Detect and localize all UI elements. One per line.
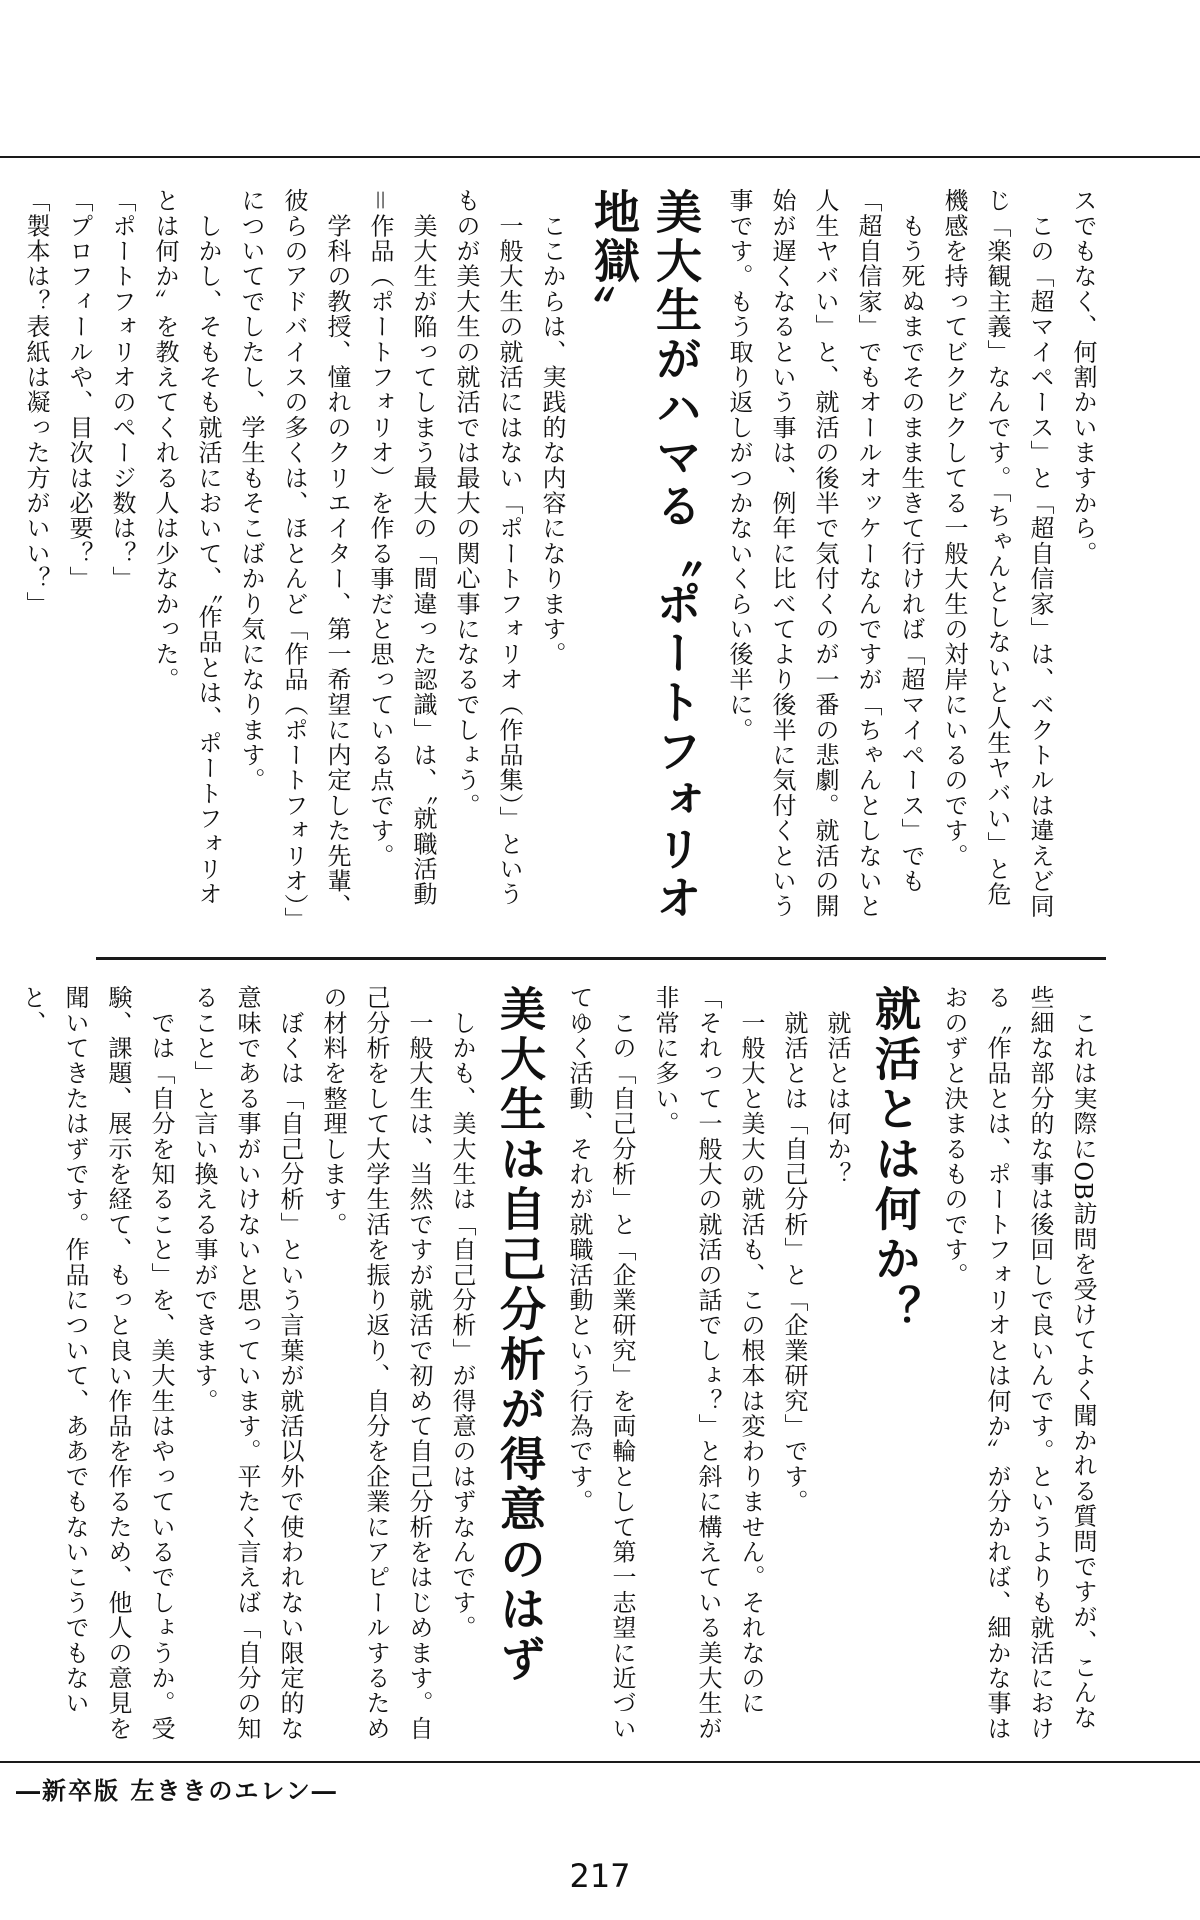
paragraph: 就活とは何か？ bbox=[823, 985, 851, 1187]
paragraph: では「自分を知ること」を、美大生はやっているでしょうか。受験、課題、展示を経て、もっと良い作品を作るため、他人の意見を聞いてきたはずです。作品について、ああでもないこうでもないと、 bbox=[18, 985, 175, 1741]
paragraph: 美大生が陥ってしまう最大の「間違った認識」は、〝就職活動＝作品（ポートフォリオ）を作る事だと思っている点です。 bbox=[366, 188, 437, 907]
middle-rule bbox=[96, 957, 1106, 960]
paragraph: 一般大生は、当然ですが就活で初めて自己分析をはじめます。自己分析をして大学生活を振り返り、自分を企業にアピールするための材料を整理します。 bbox=[319, 985, 433, 1741]
paragraph: 学科の教授、憧れのクリエイター、第一希望に内定した先輩、彼らのアドバイスの多くは、ほとんど「作品（ポートフォリオ）」についてでしたし、学生もそこばかり気になります。 bbox=[237, 188, 351, 920]
paragraph: この「超マイペース」と「超自信家」は、ベクトルは違えど同じ「楽観主義」なんです。「ちゃんとしないと人生ヤバい」と危機感を持ってビクビクしてる一般大生の対岸にいるのです。 bbox=[940, 188, 1054, 919]
paragraph: 「プロフィールや、目次は必要？」 bbox=[65, 188, 93, 592]
paragraph: ぼくは「自己分析」という言葉が就活以外で使われない限定的な意味である事がいけないと思っています。平たく言えば「自分の知ること」と言い換える事ができます。 bbox=[190, 985, 304, 1741]
paragraph: ここからは、実践的な内容になります。 bbox=[538, 188, 566, 667]
page-number: 217 bbox=[569, 1857, 631, 1895]
paragraph: これは実際にOB訪問を受けてよく聞かれる質問ですが、こんな些細な部分的な事は後回しで良いんです。というよりも就活における〝作品とは、ポートフォリオとは何か〟が分かれば、細かな事はおのずと決まるものです。 bbox=[940, 985, 1097, 1741]
paragraph: 一般大生の就活にはない「ポートフォリオ（作品集）」というものが美大生の就活では最大の関心事になるでしょう。 bbox=[452, 188, 523, 907]
section-heading: 美大生は自己分析が得意のはず bbox=[493, 985, 547, 1685]
paragraph: しかし、そもそも就活において、〝作品とは、ポートフォリオとは何か〟を教えてくれる人は少なかった。 bbox=[151, 188, 222, 907]
paragraph: この「自己分析」と「企業研究」を両輪として第一志望に近づいてゆく活動、それが就職活動という行為です。 bbox=[565, 985, 636, 1741]
paragraph: 就活とは「自己分析」と「企業研究」です。 bbox=[780, 985, 808, 1515]
section-heading: 美大生がハマる〝ポートフォリオ地獄〟 bbox=[587, 188, 703, 923]
footer-rule bbox=[0, 1761, 1200, 1763]
paragraph: 一般大と美大の就活も、この根本は変わりません。それなのに「それって一般大の就活の話でしょ？」と斜に構えている美大生が非常に多い。 bbox=[651, 985, 765, 1741]
paragraph: 「ポートフォリオのページ数は？」 bbox=[108, 188, 136, 592]
section-heading: 就活とは何か？ bbox=[868, 985, 922, 1335]
paragraph: スでもなく、何割かいますから。 bbox=[1069, 188, 1097, 566]
top-rule bbox=[0, 156, 1200, 158]
bottom-text-block bbox=[0, 985, 1104, 1747]
top-text-block bbox=[0, 188, 1104, 930]
paragraph: しかも、美大生は「自己分析」が得意のはずなんです。 bbox=[448, 985, 476, 1641]
paragraph: もう死ぬまでそのまま生きて行ければ「超マイペース」でも「超自信家」でもオールオッケーなんですが「ちゃんとしないと人生ヤバい」と、就活の後半で気付くのが一番の悲劇。就活の開始が遅くなるという事は、例年に比べてより後半に気付くという事です。もう取り返しがつかないくらい後半に。 bbox=[725, 188, 925, 919]
book-title: ―新卒版 左ききのエレン― bbox=[16, 1776, 338, 1805]
paragraph: 「製本は？表紙は凝った方がいい？」 bbox=[22, 188, 50, 617]
